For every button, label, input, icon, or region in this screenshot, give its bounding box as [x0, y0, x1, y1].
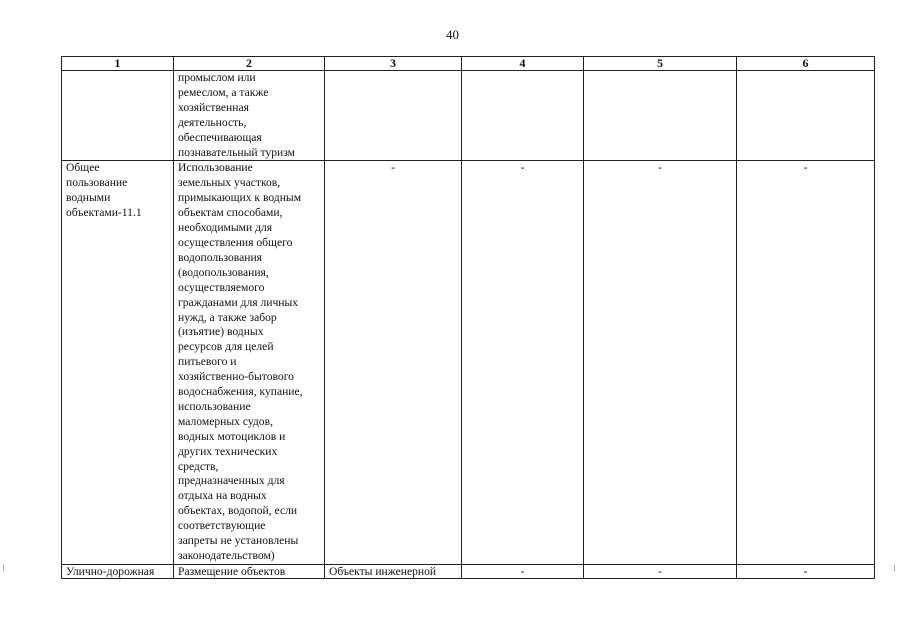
header-col-4: 4 [462, 57, 584, 71]
table-row [62, 161, 875, 564]
cell-use-name: Общее пользование водными объектами-11.1 [62, 161, 174, 564]
cell-col-3: Объекты инженерной [325, 564, 462, 578]
header-col-2: 2 [174, 57, 325, 71]
cell-col-4 [462, 71, 584, 161]
scan-edge-mark-right: ⁝ [893, 563, 896, 573]
cell-use-description: Использование земельных участков, примыкающих к водным объектам способами, необходимыми для осуществления общего водопользования (водопользования, осуществляемого гражданами для личных нужд, а также забор (изъятие) водных ресурсов для целей питьевого и хозяйственно-бытового водоснабжения, купание, использование маломерных судов, водных мотоциклов и других технических средств, предназначенных для отдыха на водных объектах, водопой, если соответствующие запреты не установлены законодательством) [174, 161, 325, 564]
cell-use-name [62, 71, 174, 161]
header-col-1: 1 [62, 57, 174, 71]
zoning-table [61, 56, 875, 579]
table-row [62, 71, 875, 161]
header-col-5: 5 [584, 57, 737, 71]
cell-col-3 [325, 71, 462, 161]
page-number: 40 [446, 27, 459, 42]
cell-col-4: - [462, 161, 584, 564]
cell-col-6: - [737, 161, 875, 564]
cell-use-name: Улично-дорожная [62, 564, 174, 578]
cell-col-4: - [462, 564, 584, 578]
cell-col-5: - [584, 564, 737, 578]
table-row [62, 564, 875, 578]
cell-use-description: Размещение объектов [174, 564, 325, 578]
cell-col-5 [584, 71, 737, 161]
header-col-3: 3 [325, 57, 462, 71]
cell-col-5: - [584, 161, 737, 564]
cell-col-3: - [325, 161, 462, 564]
cell-use-description: промыслом или ремеслом, а также хозяйственная деятельность, обеспечивающая познавательный туризм [174, 71, 325, 161]
scan-edge-mark-left: ⁝ [2, 563, 5, 573]
header-row [62, 57, 875, 71]
cell-col-6 [737, 71, 875, 161]
header-col-6: 6 [737, 57, 875, 71]
cell-col-6: - [737, 564, 875, 578]
